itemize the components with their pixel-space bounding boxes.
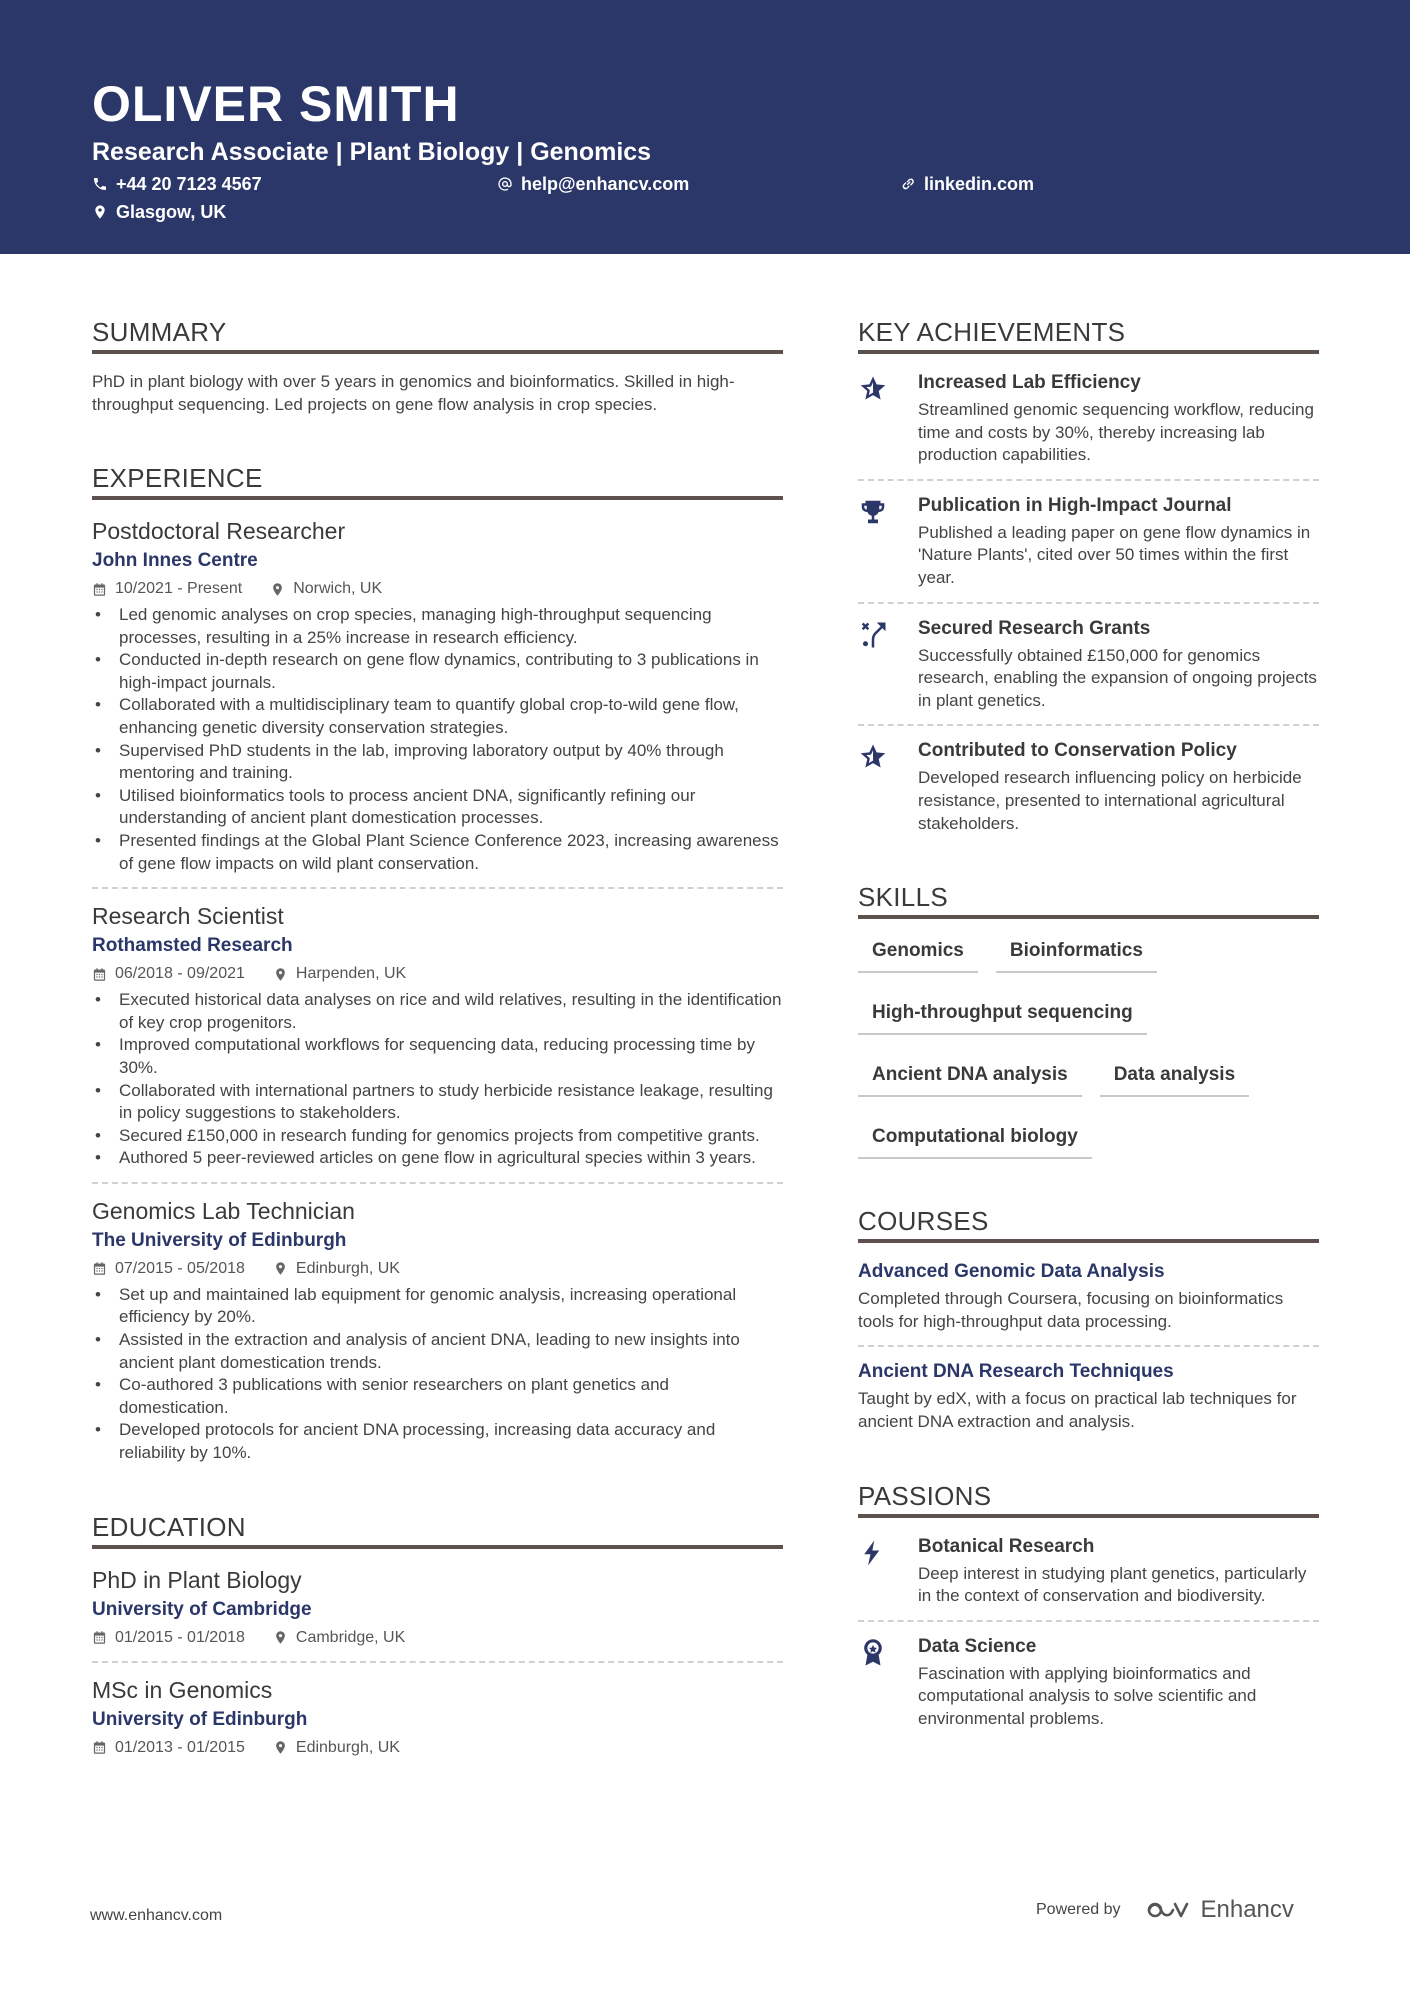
award-icon [858, 1638, 888, 1668]
entry-divider [858, 724, 1319, 726]
job-bullets [92, 1284, 783, 1465]
job-location [270, 578, 382, 600]
skills-section [858, 881, 1319, 1159]
job-location-text: Harpenden, UK [295, 965, 407, 983]
contact-website[interactable] [900, 172, 1034, 196]
passions-section [858, 1480, 1319, 1731]
job-bullet: • Supervised PhD students in the lab, improving laboratory output by 40% through mentoring and training. [92, 740, 783, 785]
entry-divider [858, 1345, 1319, 1347]
location-pin-icon [273, 1630, 288, 1645]
entry-divider [858, 602, 1319, 604]
skill-tag: Data analysis [1100, 1059, 1249, 1097]
school-name: University of Edinburgh [92, 1708, 308, 1730]
achievement-item [858, 616, 1319, 713]
job-bullet: • Assisted in the extraction and analysis of ancient DNA, leading to new insights into ancient plant domestication trends. [92, 1329, 783, 1374]
job-bullets [92, 604, 783, 875]
star-icon [858, 374, 888, 404]
course-title: Advanced Genomic Data Analysis [858, 1261, 1165, 1283]
degree-title: MSc in Genomics [92, 1676, 273, 1703]
star-icon [858, 742, 888, 772]
job-bullet: • Utilised bioinformatics tools to process ancient DNA, significantly refining our understanding of ancient plant domestication processes. [92, 785, 783, 830]
job-title: Genomics Lab Technician [92, 1197, 355, 1224]
job-location-text: Norwich, UK [293, 580, 383, 597]
achievement-desc: Streamlined genomic sequencing workflow, reducing time and costs by 30%, thereby increasing lab production capabilities. [918, 400, 1314, 465]
entry-divider [858, 1620, 1319, 1622]
right-column [858, 316, 1319, 1730]
job-title: Research Scientist [92, 903, 284, 930]
courses-section [858, 1205, 1319, 1433]
achievement-item [858, 738, 1319, 835]
company-name: John Innes Centre [92, 550, 258, 571]
footer-website[interactable]: www.enhancv.com [90, 1907, 223, 1924]
location-text: Glasgow, UK [116, 202, 227, 222]
achievements-heading: KEY ACHIEVEMENTS [858, 316, 1319, 354]
education-entry [92, 1565, 783, 1649]
course-desc: Taught by edX, with a focus on practical lab techniques for ancient DNA extraction and analysis. [858, 1389, 1297, 1431]
summary-text: PhD in plant biology with over 5 years in genomics and bioinformatics. Skilled in high-throughput sequencing. Led projects on gene flow analysis in crop species. [92, 372, 735, 414]
skills-list [858, 935, 1319, 1159]
school-name: University of Cambridge [92, 1598, 312, 1620]
email-text: help@enhancv.com [521, 174, 690, 194]
left-column [92, 316, 783, 1763]
passion-title: Botanical Research [918, 1535, 1095, 1557]
achievement-desc: Successfully obtained £150,000 for genomics research, enabling the expansion of ongoing projects in plant genetics. [918, 645, 1317, 710]
education-location-text: Cambridge, UK [295, 1628, 406, 1646]
achievement-title: Publication in High-Impact Journal [918, 494, 1232, 516]
job-dates: 10/2021 - Present [115, 580, 243, 597]
passion-desc: Deep interest in studying plant genetics, particularly in the context of conservation and biodiversity. [918, 1563, 1307, 1606]
education-location-text: Edinburgh, UK [295, 1738, 400, 1756]
achievement-title: Increased Lab Efficiency [918, 372, 1141, 393]
achievement-item [858, 493, 1319, 590]
experience-entry [92, 1196, 783, 1465]
job-title: Postdoctoral Researcher [92, 518, 346, 544]
job-location [273, 963, 406, 985]
passions-heading: PASSIONS [858, 1480, 1319, 1518]
calendar-icon [92, 1630, 107, 1645]
achievement-item [858, 370, 1319, 467]
courses-heading: COURSES [858, 1205, 1319, 1243]
education-dates: 01/2013 - 01/2015 [115, 1738, 245, 1756]
candidate-headline: Research Associate | Plant Biology | Genomics [92, 138, 652, 166]
passion-title: Data Science [918, 1635, 1037, 1657]
achievement-desc: Published a leading paper on gene flow dynamics in 'Nature Plants', cited over 50 times within the first year. [918, 522, 1311, 587]
experience-entry [92, 901, 783, 1170]
link-icon [900, 176, 916, 192]
location-pin-icon [273, 1261, 288, 1276]
contact-email[interactable] [497, 172, 689, 196]
summary-heading: SUMMARY [92, 316, 783, 354]
job-bullet: • Improved computational workflows for sequencing data, reducing processing time by 30%. [92, 1034, 783, 1079]
job-bullets [92, 989, 783, 1170]
course-item [858, 1259, 1319, 1333]
footer-branding [1036, 1896, 1294, 1924]
course-title: Ancient DNA Research Techniques [858, 1361, 1174, 1383]
passion-desc: Fascination with applying bioinformatics and computational analysis to solve scientific and environmental problems. [918, 1663, 1257, 1728]
bolt-icon [858, 1538, 888, 1568]
website-text: linkedin.com [924, 174, 1035, 194]
phone-text: +44 20 7123 4567 [116, 174, 262, 194]
education-meta [92, 1737, 783, 1759]
at-icon [497, 176, 513, 192]
calendar-icon [92, 582, 107, 597]
resume-header [0, 0, 1410, 254]
passion-item [858, 1634, 1319, 1731]
summary-section [92, 316, 783, 416]
location-pin-icon [270, 582, 285, 597]
job-meta [92, 963, 783, 985]
job-bullet: • Collaborated with a multidisciplinary team to quantify global crop-to-wild gene flow, enhancing genetic diversity conservation strategies. [92, 694, 783, 739]
strategy-icon [858, 620, 888, 650]
education-location [273, 1627, 405, 1649]
location-pin-icon [273, 967, 288, 982]
powered-by-text: Powered by [1036, 1901, 1121, 1918]
achievement-title: Secured Research Grants [918, 617, 1151, 639]
education-section [92, 1511, 783, 1759]
course-item [858, 1359, 1319, 1433]
enhancv-logo[interactable] [1145, 1896, 1294, 1924]
job-bullet: • Executed historical data analyses on rice and wild relatives, resulting in the identification of key crop progenitors. [92, 989, 783, 1034]
company-name: The University of Edinburgh [92, 1229, 347, 1251]
entry-divider [858, 479, 1319, 481]
experience-heading: EXPERIENCE [92, 462, 783, 500]
phone-icon [92, 176, 108, 192]
job-bullet: • Co-authored 3 publications with senior researchers on plant genetics and domestication. [92, 1374, 783, 1419]
job-bullet: • Presented findings at the Global Plant Science Conference 2023, increasing awareness of gene flow impacts on wild plant conservation. [92, 830, 783, 875]
job-bullet: • Secured £150,000 in research funding for genomics projects from competitive grants. [92, 1125, 783, 1148]
calendar-icon [92, 1261, 107, 1276]
job-location-text: Edinburgh, UK [295, 1259, 400, 1277]
job-meta [92, 1258, 783, 1280]
job-bullet: • Set up and maintained lab equipment for genomic analysis, increasing operational efficiency by 20%. [92, 1284, 783, 1329]
job-bullet: • Collaborated with international partners to study herbicide resistance leakage, resulting in policy suggestions to stakeholders. [92, 1080, 783, 1125]
degree-title: PhD in Plant Biology [92, 1566, 302, 1593]
skill-tag: High-throughput sequencing [858, 997, 1147, 1035]
contact-phone[interactable] [92, 172, 262, 196]
achievements-section [858, 316, 1319, 835]
education-heading: EDUCATION [92, 1511, 783, 1549]
education-location [273, 1737, 400, 1759]
job-location [273, 1258, 400, 1280]
calendar-icon [92, 967, 107, 982]
achievement-desc: Developed research influencing policy on herbicide resistance, presented to international agricultural stakeholders. [918, 768, 1302, 833]
skills-heading: SKILLS [858, 881, 1319, 919]
location-pin-icon [92, 204, 108, 220]
education-dates: 01/2015 - 01/2018 [115, 1628, 245, 1646]
job-bullet: • Authored 5 peer-reviewed articles on gene flow in agricultural species within 3 years. [92, 1147, 783, 1170]
course-desc: Completed through Coursera, focusing on bioinformatics tools for high-throughput data processing. [858, 1289, 1284, 1331]
skill-tag: Computational biology [858, 1121, 1092, 1159]
education-meta [92, 1627, 783, 1649]
achievement-title: Contributed to Conservation Policy [918, 740, 1237, 762]
job-dates: 06/2018 - 09/2021 [115, 965, 245, 983]
calendar-icon [92, 1740, 107, 1755]
skill-tag: Bioinformatics [996, 935, 1157, 973]
skill-tag: Genomics [858, 935, 978, 973]
candidate-name: OLIVER SMITH [92, 76, 460, 132]
education-entry [92, 1675, 783, 1759]
skill-tag: Ancient DNA analysis [858, 1059, 1082, 1097]
job-meta [92, 578, 783, 600]
contact-location [92, 200, 226, 224]
location-pin-icon [273, 1740, 288, 1755]
entry-divider [92, 1661, 783, 1663]
job-bullet: • Led genomic analyses on crop species, managing high-throughput sequencing processes, resulting in a 25% increase in research efficiency. [92, 604, 783, 649]
enhancv-logo-icon [1145, 1898, 1191, 1922]
job-bullet: • Conducted in-depth research on gene flow dynamics, contributing to 3 publications in high-impact journals. [92, 649, 783, 694]
job-dates: 07/2015 - 05/2018 [115, 1259, 245, 1277]
brand-name: Enhancv [1200, 1896, 1294, 1923]
experience-section [92, 462, 783, 1465]
experience-entry [92, 516, 783, 875]
passion-item [858, 1534, 1319, 1608]
entry-divider [92, 1182, 783, 1184]
trophy-icon [858, 497, 888, 527]
company-name: Rothamsted Research [92, 935, 293, 957]
job-bullet: • Developed protocols for ancient DNA processing, increasing data accuracy and reliability by 10%. [92, 1419, 783, 1464]
entry-divider [92, 887, 783, 889]
